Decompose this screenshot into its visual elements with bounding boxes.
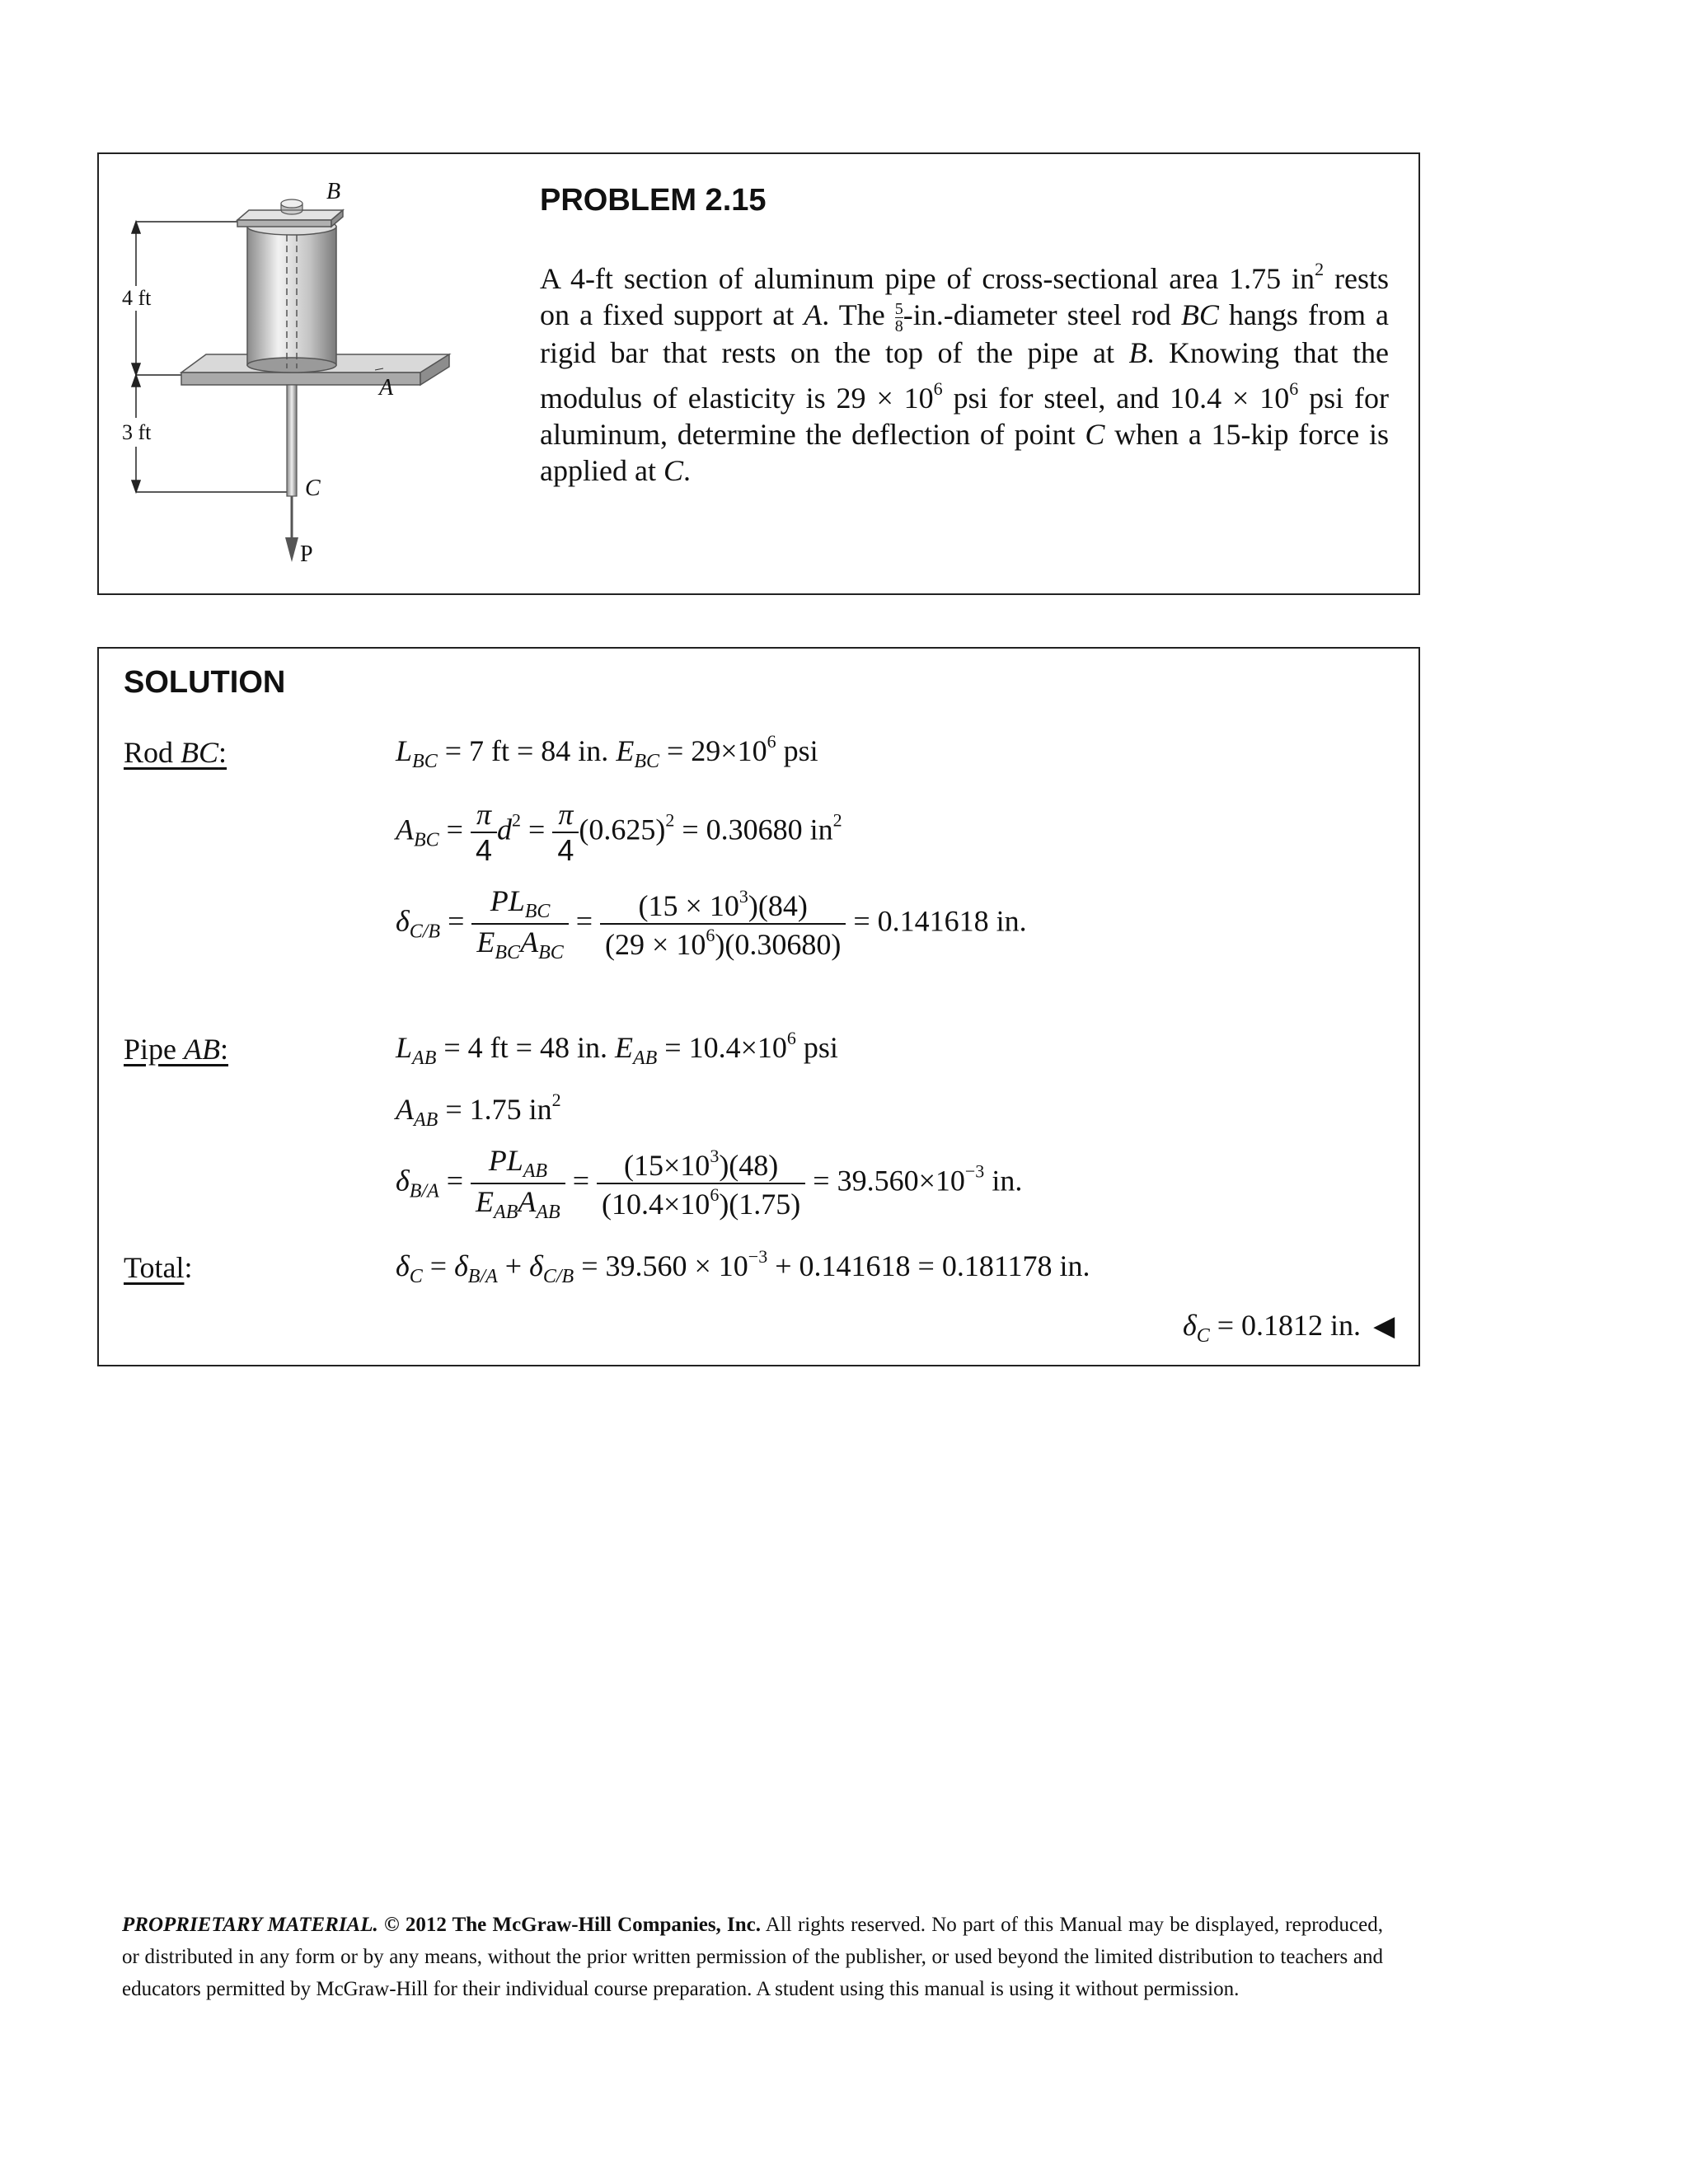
eq-abc: $A_{BC}$ = $\frac{\pi}{4}$ $d^2$ = $\frac{\pi}{4}$ $(0.625)^2 = 0.30680$ $in^2$ (396, 798, 842, 867)
force-arrow-head (285, 537, 298, 562)
solution-heading: SOLUTION (124, 665, 286, 700)
label-p: P (300, 541, 313, 567)
pipe-rod-figure (99, 154, 528, 583)
label-c: C (305, 476, 321, 501)
label-b: B (326, 179, 341, 204)
eq-lbc-ebc: $L_{BC} = 7$ ft = 84 in. $E_{BC} = 29\times 10^6$ psi (396, 731, 818, 772)
final-answer: $\delta_C = 0.1812$ in. ◀ (1183, 1309, 1395, 1347)
problem-statement: A 4-ft section of aluminum pipe of cross-sectional area 1.75 $in^2$ rests on a fixed support at A. The $\frac{5}{8}$ -in.-diameter steel rod BC hangs from a rigid bar that rests on the top of the pipe at B. Knowing that the modulus of elasticity is $29 \times 10^6$ psi for steel, and $10.4 \times 10^6$ psi for aluminum, determine the deflection of point C when a 15-kip force is applied at C. (540, 259, 1390, 488)
rod-diameter-fraction: $\frac{5}{8}$ (894, 300, 903, 336)
eq-delta-ba: $\delta_{B/A}$ = $\frac{PL_{AB}}{E_{AB}A_{AB}}$ = $\frac{(15\times 10^3)(48)}{(10.4\times 10^6)(1.75)}$ = $39.560\times 10^{-3}$ in. (396, 1144, 1023, 1223)
label-a: A (379, 375, 394, 401)
rod-bc-label: Rod BC: (124, 736, 227, 769)
answer-marker-icon: ◀ (1373, 1310, 1395, 1342)
pipe-ab-label: Pipe AB: (124, 1033, 229, 1066)
eq-delta-c-total: $\delta_C = \delta_{B/A} + \delta_{C/B} = 39.560 \times 10^{-3} + 0.141618 = 0.181178$ in. (396, 1246, 1090, 1287)
steel-rod (287, 385, 297, 496)
dim-3ft: 3 ft (122, 420, 152, 444)
problem-box (97, 152, 1420, 595)
copyright-footer: PROPRIETARY MATERIAL. © 2012 The McGraw-Hill Companies, Inc. All rights reserved. No part of this Manual may be displayed, reproduced, or distributed in any form or by any means, without the prior written permission of the publisher, or used beyond the limited distribution to teachers and educators permitted by McGraw-Hill for their individual course preparation. A student using this manual is using it without permission. (122, 1914, 1383, 2000)
dim-4ft: 4 ft (122, 286, 152, 310)
total-label: Total: (124, 1251, 193, 1284)
problem-title: PROBLEM 2.15 (540, 183, 767, 218)
aluminum-pipe (247, 227, 336, 365)
eq-lab-eab: $L_{AB} = 4$ ft = 48 in. $E_{AB} = 10.4\times 10^6$ psi (396, 1028, 838, 1069)
eq-delta-cb: $\delta_{C/B}$ = $\frac{PL_{BC}}{E_{BC}A_{BC}}$ = $\frac{(15 \times 10^3)(84)}{(29 \times 10^6)(0.30680)}$ = 0.141618 in. (396, 884, 1027, 963)
solution-box (97, 647, 1420, 1366)
eq-aab: $A_{AB} = 1.75$ $in^2$ (396, 1090, 561, 1131)
